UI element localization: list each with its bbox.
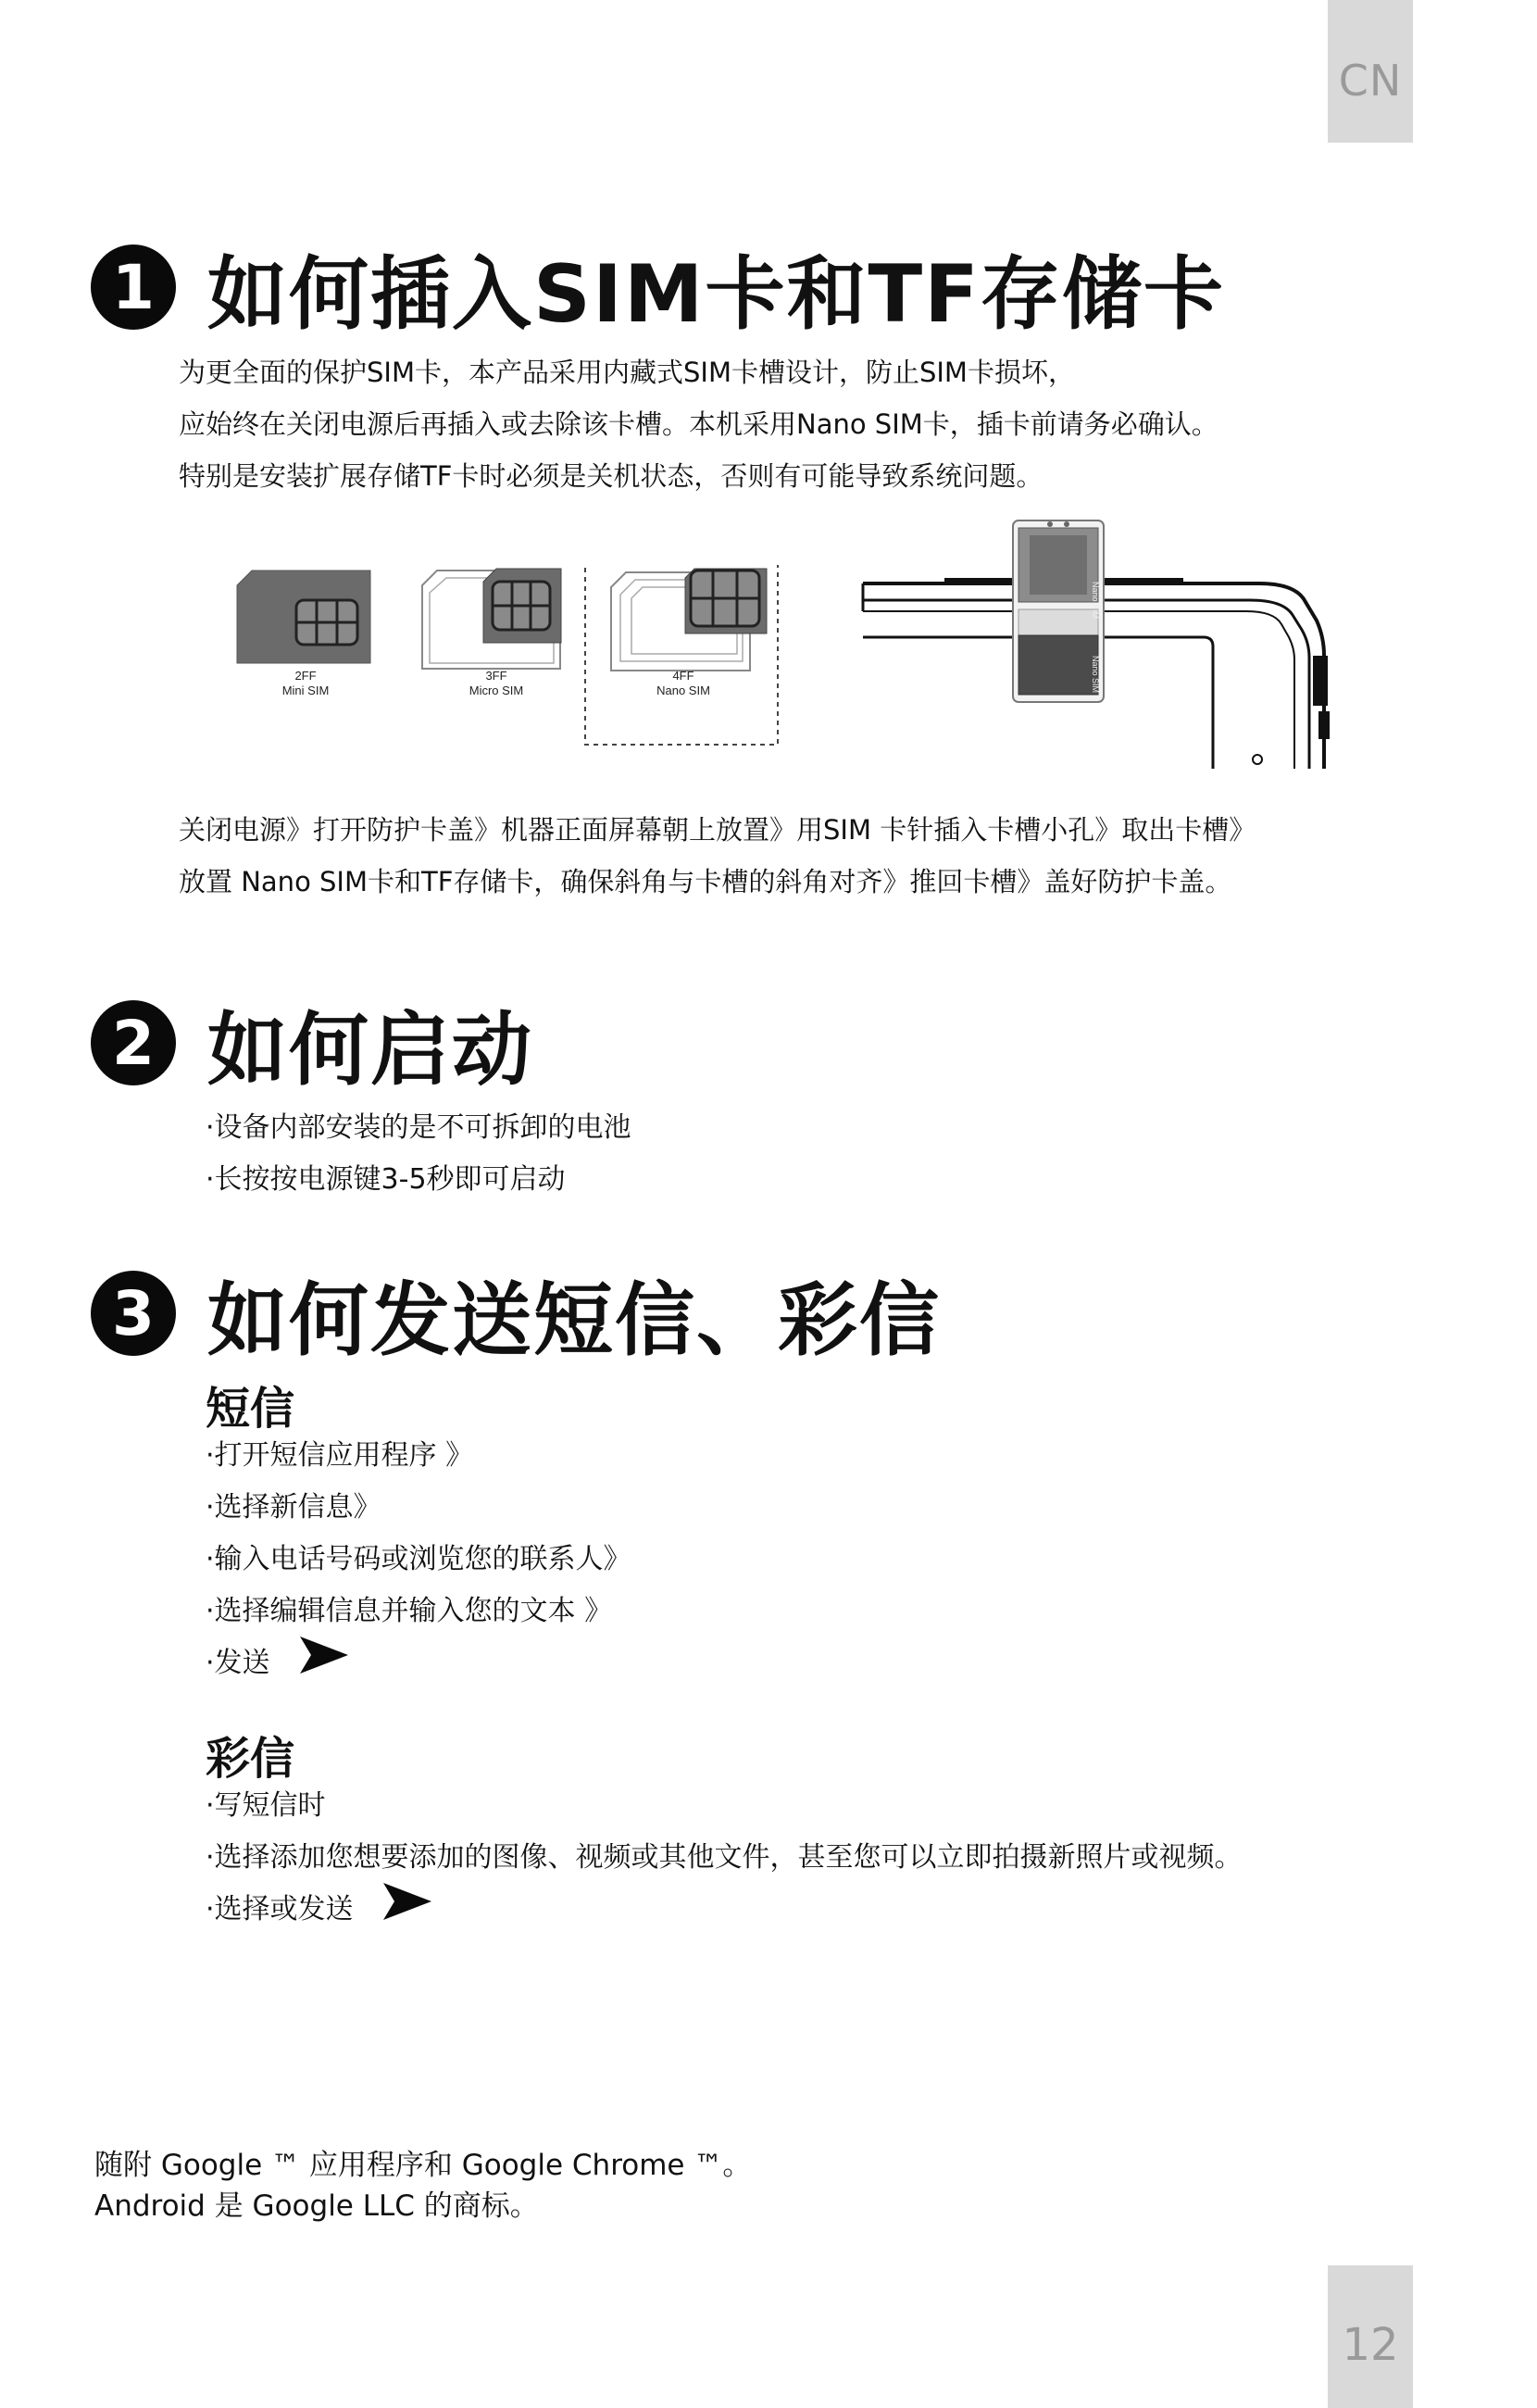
intro-line: 特别是安装扩展存储TF卡时必须是关机状态，否则有可能导致系统问题。: [179, 460, 1043, 492]
section3-number: 3: [91, 1271, 176, 1356]
list-item: ·选择添加您想要添加的图像、视频或其他文件，甚至您可以立即拍摄新照片或视频。: [206, 1841, 1243, 1874]
section1-header: [91, 230, 1225, 345]
language-label: CN: [1338, 56, 1403, 106]
section3-header: [91, 1256, 941, 1371]
list-item: ·打开短信应用程序 》: [206, 1439, 474, 1472]
list-item: ·设备内部安装的是不可拆卸的电池: [206, 1111, 631, 1144]
list-item: ·输入电话号码或浏览您的联系人》: [206, 1543, 631, 1575]
sms-bullets: [206, 1430, 631, 1689]
tray-label: Nano SIM: [1091, 582, 1100, 620]
section2-header: [91, 985, 533, 1100]
micro-sim-card: [422, 569, 561, 669]
steps-line: 放置 Nano SIM卡和TF存储卡，确保斜角与卡槽的斜角对齐》推回卡槽》盖好防护卡盖。: [179, 866, 1232, 897]
micro-sim-caption: 3FF Micro SIM: [469, 669, 524, 697]
section2-bullets: [206, 1102, 631, 1206]
list-item: ·选择新信息》: [206, 1491, 381, 1524]
section2-title: 如何启动: [207, 1004, 533, 1097]
page-number: 12: [1342, 2319, 1399, 2371]
section1-number: 1: [91, 245, 176, 330]
nano-sim-card: [611, 569, 767, 671]
send-icon: [298, 1635, 350, 1693]
intro-line: 为更全面的保护SIM卡，本产品采用内藏式SIM卡槽设计，防止SIM卡损坏，: [179, 357, 1075, 388]
sim-card-illustration: [231, 565, 787, 750]
sim-tray: [1013, 520, 1104, 702]
mms-send-label: ·选择或发送: [206, 1893, 354, 1925]
sms-title: 短信: [206, 1383, 295, 1435]
mini-sim-card: [237, 571, 370, 663]
mini-sim-caption: 2FF Mini SIM: [281, 669, 330, 697]
nano-sim-caption: 4FF Nano SIM: [656, 669, 710, 697]
list-item: [206, 1637, 631, 1689]
language-tab: [1328, 0, 1413, 143]
page-number-tab: [1328, 2265, 1413, 2408]
steps-line: 关闭电源》打开防护卡盖》机器正面屏幕朝上放置》用SIM 卡针插入卡槽小孔》取出卡槽》: [179, 814, 1256, 846]
list-item: ·写短信时: [206, 1789, 326, 1822]
list-item: ·长按按电源键3-5秒即可启动: [206, 1163, 566, 1196]
tray-label: Nano SIM: [1091, 656, 1100, 694]
section1-steps: [179, 804, 1256, 908]
section1-title: 如何插入SIM卡和TF存储卡: [207, 248, 1225, 341]
footer-line: Android 是 Google LLC 的商标。: [94, 2189, 539, 2223]
section1-intro: [179, 346, 1218, 502]
trademark-footer: [94, 2145, 751, 2226]
section3-title: 如何发送短信、彩信: [207, 1274, 941, 1367]
sms-send-label: ·发送: [206, 1647, 270, 1679]
mms-bullets: [206, 1780, 1243, 1936]
send-icon: [381, 1881, 433, 1939]
device-tray-illustration: [861, 517, 1370, 778]
footer-line: 随附 Google ™ 应用程序和 Google Chrome ™。: [94, 2149, 752, 2182]
intro-line: 应始终在关闭电源后再插入或去除该卡槽。本机采用Nano SIM卡，插卡前请务必确认。: [179, 408, 1218, 440]
list-item: [206, 1884, 1243, 1936]
mms-title: 彩信: [206, 1733, 295, 1785]
section2-number: 2: [91, 1000, 176, 1085]
list-item: ·选择编辑信息并输入您的文本 》: [206, 1595, 613, 1627]
